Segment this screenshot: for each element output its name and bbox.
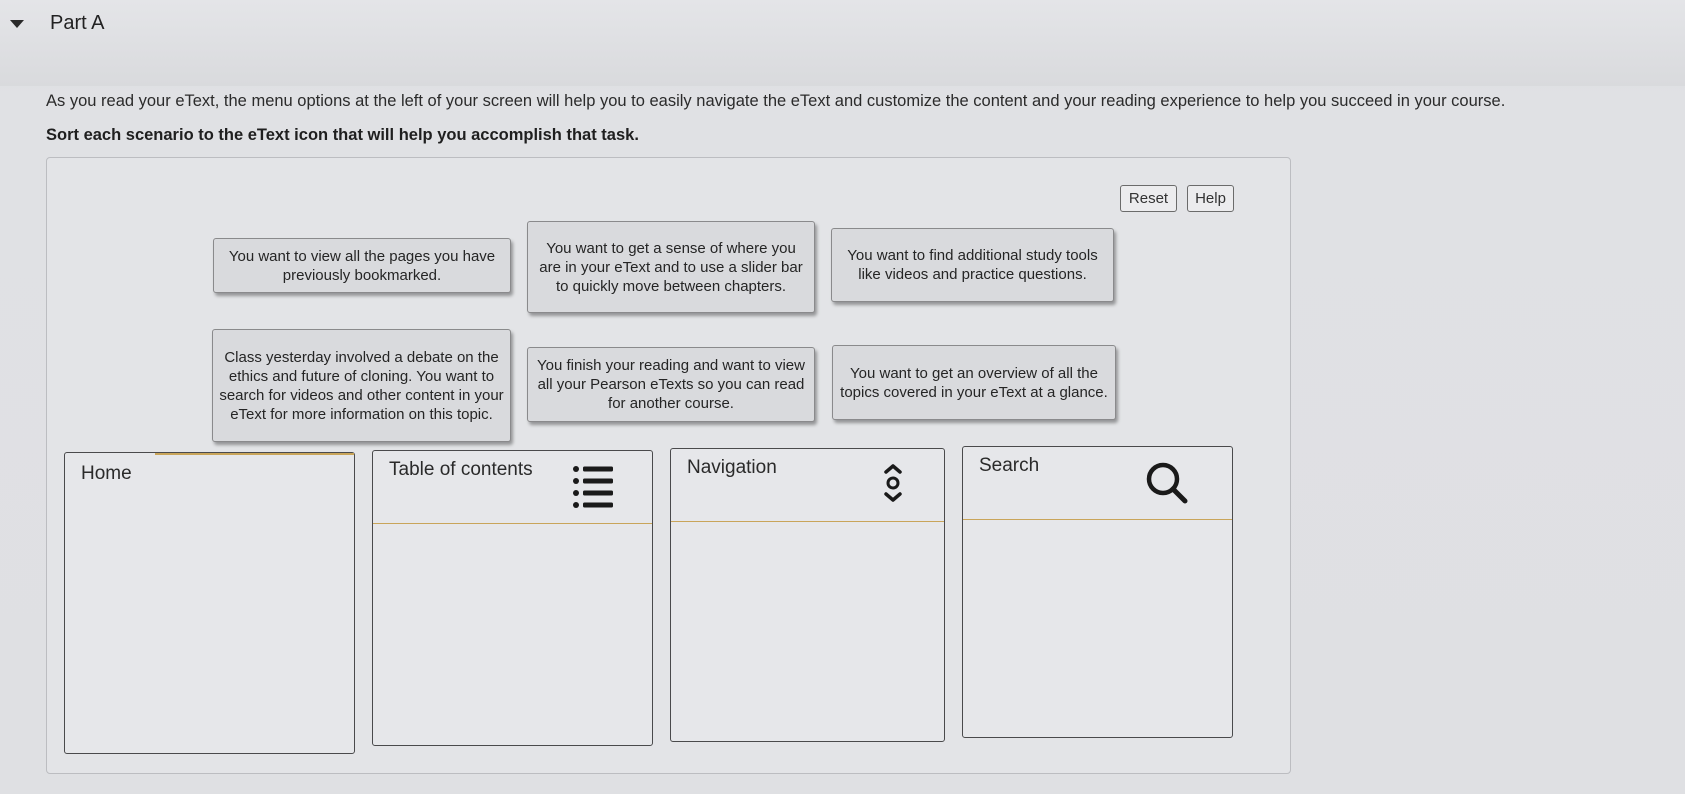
scenario-card-cloning-search[interactable] (212, 329, 511, 442)
scenario-card-text: You want to view all the pages you have previously bookmarked. (228, 247, 496, 284)
bin-search[interactable] (962, 446, 1233, 738)
help-button[interactable]: Help (1187, 185, 1234, 212)
bin-header (155, 453, 354, 455)
bin-label: Search (979, 455, 1040, 476)
bin-label: Navigation (687, 457, 777, 478)
part-title: Part A (50, 12, 105, 34)
bin-label: Home (81, 463, 132, 484)
bin-home[interactable] (64, 452, 355, 754)
task-instruction: Sort each scenario to the eText icon that will help you accomplish that task. (46, 126, 639, 144)
scenario-card-slider[interactable] (527, 221, 815, 313)
scenario-card-text: Class yesterday involved a debate on the ethics and future of cloning. You want to search for videos and other content in your eText for more information on this topic. (219, 348, 504, 423)
bin-table-of-contents[interactable] (372, 450, 653, 746)
navigation-arrows-icon (881, 461, 905, 505)
reset-button[interactable]: Reset (1120, 185, 1177, 212)
scenario-card-pearson-etexts[interactable] (527, 347, 815, 422)
scenario-card-bookmarks[interactable] (213, 238, 511, 293)
bin-label: Table of contents (389, 459, 533, 480)
instructions-text: As you read your eText, the menu options at the left of your screen will help you to easily navigate the eText and customize the content and your reading experience to help you succeed in your course. (46, 92, 1506, 110)
scenario-card-text: You want to find additional study tools like videos and practice questions. (847, 247, 1098, 283)
collapse-caret-icon[interactable] (10, 20, 24, 28)
part-header (0, 0, 1685, 86)
scenario-card-overview[interactable] (832, 345, 1116, 420)
list-icon (571, 463, 615, 509)
scenario-card-text: You want to get a sense of where you are in your eText and to use a slider bar to quickly move between chapters. (539, 239, 803, 295)
scenario-card-text: You want to get an overview of all the topics covered in your eText at a glance. (840, 364, 1108, 401)
scenario-card-text: You finish your reading and want to view all your Pearson eTexts so you can read for another course. (537, 357, 805, 412)
bin-navigation[interactable] (670, 448, 945, 742)
scenario-card-study-tools[interactable] (831, 228, 1114, 302)
search-icon (1143, 459, 1193, 505)
